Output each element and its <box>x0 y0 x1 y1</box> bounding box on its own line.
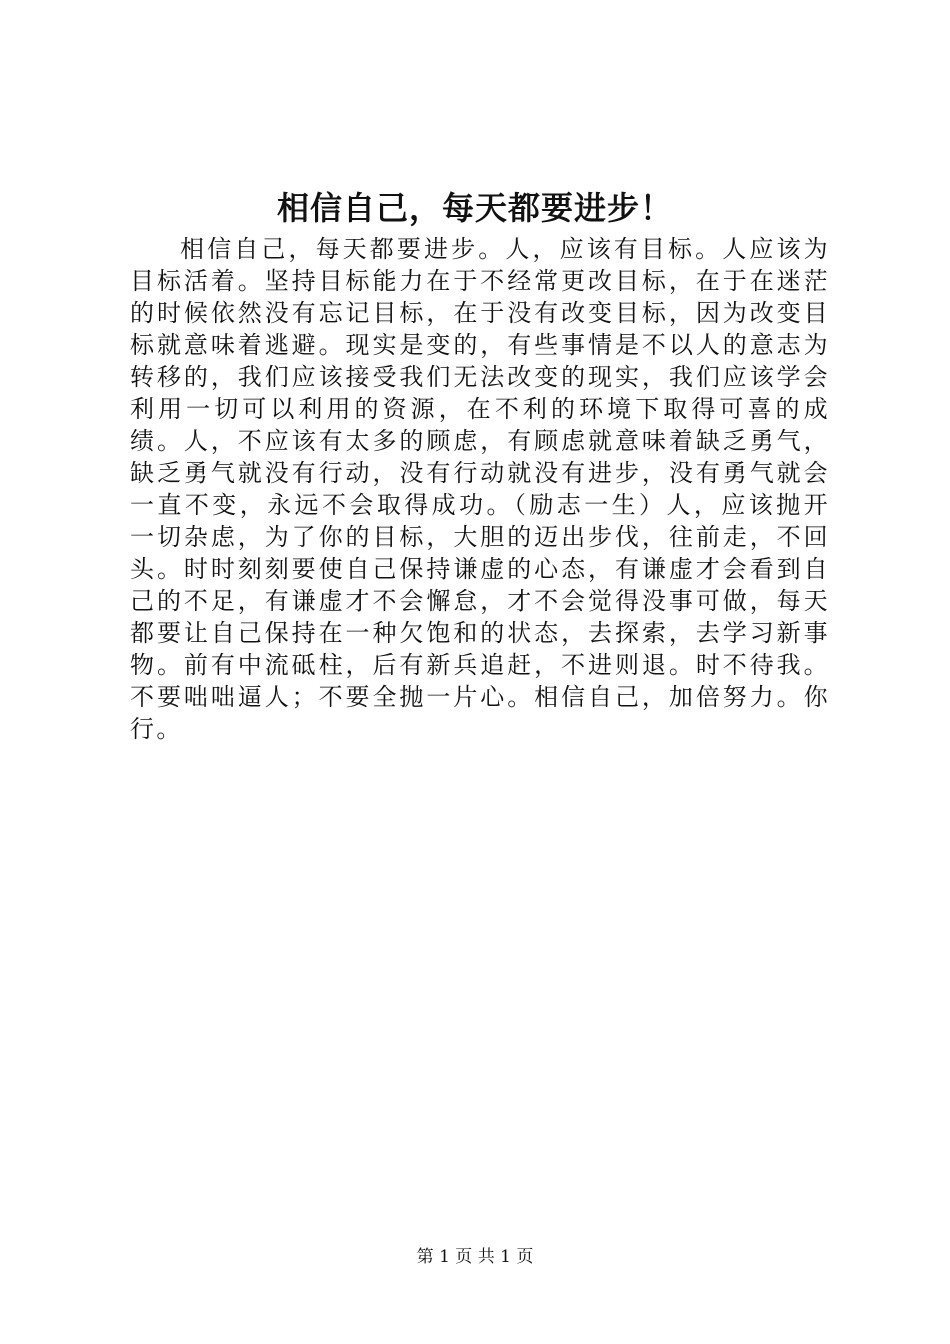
page-footer: 第 1 页 共 1 页 <box>416 1247 534 1267</box>
body-paragraph: 相信自己，每天都要进步。人，应该有目标。人应该为目标活着。坚持目标能力在于不经常更改目标，在于在迷茫的时候依然没有忘记目标，在于没有改变目标，因为改变目标就意味着逃避。现实是变的，有些事情是不以人的意志为转移的，我们应该接受我们无法改变的现实，我们应该学会利用一切可以利用的资源，在不利的环境下取得可喜的成绩。人，不应该有太多的顾虑，有顾虑就意味着缺乏勇气，缺乏勇气就没有行动，没有行动就没有进步，没有勇气就会一直不变，永远不会取得成功。（励志一生）人，应该抛开一切杂虑，为了你的目标，大胆的迈出步伐，往前走，不回头。时时刻刻要使自己保持谦虚的心态，有谦虚才会看到自己的不足，有谦虚才不会懈怠，才不会觉得没事可做，每天都要让自己保持在一种欠饱和的状态，去探索，去学习新事物。前有中流砥柱，后有新兵追赶，不进则退。时不待我。不要咄咄逼人；不要全抛一片心。相信自己，加倍努力。你行。 <box>130 235 830 743</box>
page-title: 相信自己，每天都要进步！ <box>276 189 673 227</box>
